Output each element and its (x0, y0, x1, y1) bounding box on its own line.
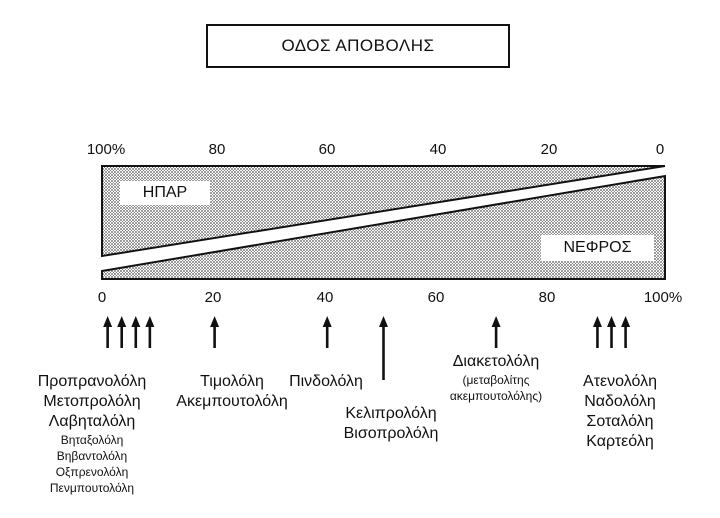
drug-name: Πινδολόλη (289, 373, 363, 390)
drug-name: Σοταλόλη (586, 413, 654, 430)
arrow-propranolol-group-3 (145, 316, 154, 348)
drug-name: Ακεμπουτολόλη (176, 393, 288, 410)
drug-group-diacetolol (450, 352, 542, 404)
arrow-propranolol-group-1 (117, 316, 126, 348)
drug-group-propranolol (38, 372, 147, 496)
diagram-title: ΟΔΟΣ ΑΠΟΒΟΛΗΣ (206, 24, 510, 68)
bottom-tick-100: 100% (643, 289, 683, 306)
bottom-tick-40: 40 (316, 289, 334, 306)
drug-name: Ναδολόλη (584, 393, 656, 410)
drug-name-small: (μεταβολίτης (462, 373, 530, 387)
drug-name: Βισοπρολόλη (343, 425, 439, 442)
bottom-tick-60: 60 (427, 289, 445, 306)
arrow-atenolol-group-1 (607, 316, 616, 348)
drug-name: Κελιπρολόλη (345, 405, 437, 422)
drug-name: Ατενολόλη (583, 373, 657, 390)
kidney-label: ΝΕΦΡΟΣ (541, 235, 654, 261)
top-tick-80: 80 (208, 141, 226, 158)
drug-group-celiprolol (344, 404, 439, 444)
arrow-pindolol-group-0 (323, 316, 332, 348)
drug-name: Μετοπρολόλη (43, 393, 141, 410)
drug-name: Λαβηταλόλη (48, 413, 136, 430)
drug-name-small: ακεμπουτολόλης) (449, 389, 543, 403)
top-tick-100: 100% (86, 141, 126, 158)
top-tick-20: 20 (540, 141, 558, 158)
arrow-propranolol-group-2 (131, 316, 140, 348)
drug-name-small: Βηβαντολόλη (56, 449, 128, 463)
bottom-tick-80: 80 (538, 289, 556, 306)
drug-name-small: Πενμπουτολόλη (49, 481, 135, 495)
drug-name-small: Βηταξολόλη (60, 433, 124, 447)
arrow-celiprolol-group-0 (379, 316, 388, 380)
drug-name: Προπρανολόλη (37, 373, 147, 390)
arrow-atenolol-group-0 (593, 316, 602, 348)
bottom-tick-0: 0 (97, 289, 107, 306)
arrow-propranolol-group-0 (103, 316, 112, 348)
top-tick-60: 60 (318, 141, 336, 158)
drug-group-atenolol (583, 372, 657, 452)
drug-name-small: Οξπρενολόλη (55, 465, 129, 479)
drug-name: Τιμολόλη (200, 373, 264, 390)
arrow-atenolol-group-2 (621, 316, 630, 348)
drug-group-pindolol (289, 372, 363, 392)
drug-name: Διακετολόλη (452, 353, 540, 370)
drug-name: Καρτεόλη (586, 433, 654, 450)
bottom-tick-20: 20 (204, 289, 222, 306)
top-tick-40: 40 (429, 141, 447, 158)
liver-label: ΗΠΑΡ (120, 181, 210, 205)
arrow-diacetolol-group-0 (492, 316, 501, 348)
arrow-timolol-group-0 (210, 316, 219, 348)
drug-group-timolol (176, 372, 287, 412)
top-tick-0: 0 (655, 141, 665, 158)
